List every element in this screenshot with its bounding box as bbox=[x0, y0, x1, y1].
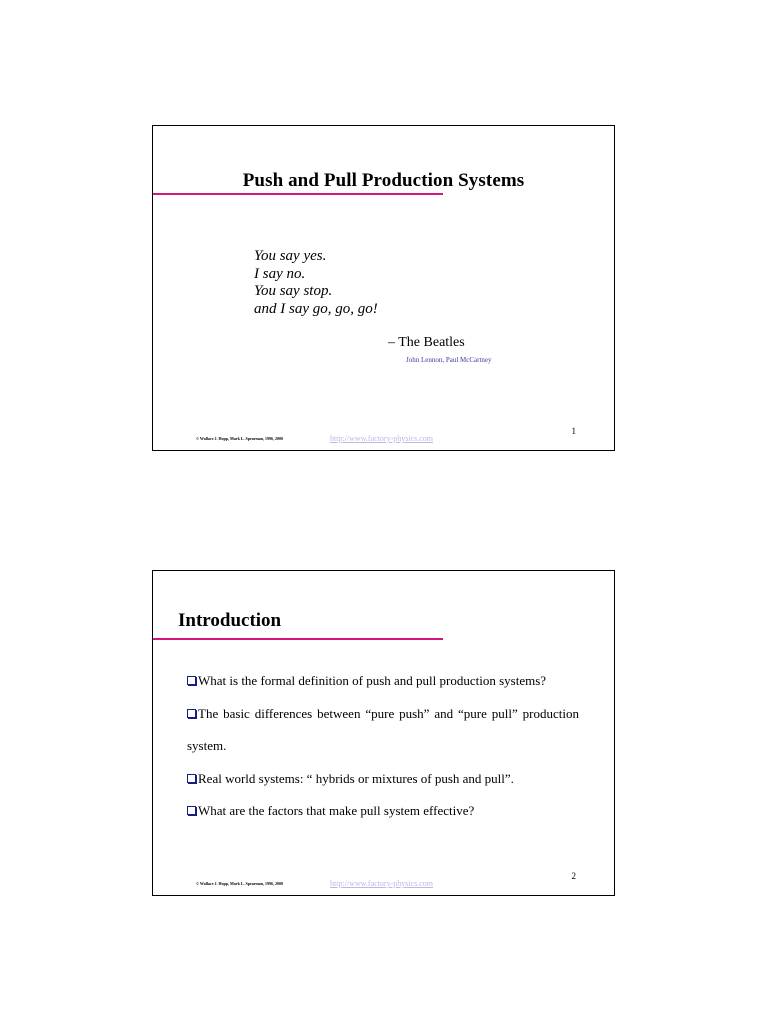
list-item-text: What are the factors that make pull system effective? bbox=[198, 803, 475, 818]
list-item-text: What is the formal definition of push and pull production systems? bbox=[198, 673, 547, 688]
list-item bbox=[187, 665, 579, 698]
list-item bbox=[187, 795, 579, 828]
quote-line: You say yes. bbox=[254, 248, 327, 264]
page-number: 2 bbox=[571, 871, 576, 881]
copyright-notice: © Wallace J. Hopp, Mark L. Spearman, 1996, 2000 bbox=[196, 436, 284, 441]
quote-authors: John Lennon, Paul McCartney bbox=[406, 356, 492, 364]
list-item bbox=[187, 698, 579, 763]
bullet-list bbox=[187, 665, 579, 828]
quote-line: I say no. bbox=[254, 265, 306, 282]
slide-1 bbox=[152, 125, 615, 451]
footer-link[interactable]: http://www.factory-physics.com bbox=[330, 434, 434, 443]
beatles-quote bbox=[254, 248, 378, 318]
list-item-text: The basic differences between “pure push” and “pure pull” production system. bbox=[187, 705, 579, 753]
copyright-notice: © Wallace J. Hopp, Mark L. Spearman, 1996, 2000 bbox=[196, 881, 284, 886]
list-item bbox=[187, 763, 579, 796]
quote-attribution: – The Beatles bbox=[388, 335, 465, 350]
slide-title: Push and Pull Production Systems bbox=[242, 170, 525, 191]
hollow-square-bullet-icon bbox=[187, 709, 196, 718]
hollow-square-bullet-icon bbox=[187, 774, 196, 783]
slide-title: Introduction bbox=[178, 610, 282, 631]
list-item-text: Real world systems: “ hybrids or mixtures of push and pull”. bbox=[198, 770, 514, 786]
title-underline bbox=[153, 193, 443, 195]
footer-link[interactable]: http://www.factory-physics.com bbox=[330, 879, 434, 888]
title-underline bbox=[153, 638, 443, 640]
quote-line: You say stop. bbox=[254, 283, 333, 299]
page-number: 1 bbox=[571, 426, 576, 436]
hollow-square-bullet-icon bbox=[187, 806, 196, 815]
quote-line: and I say go, go, go! bbox=[254, 300, 378, 317]
slide-2 bbox=[152, 570, 615, 896]
hollow-square-bullet-icon bbox=[187, 676, 196, 685]
